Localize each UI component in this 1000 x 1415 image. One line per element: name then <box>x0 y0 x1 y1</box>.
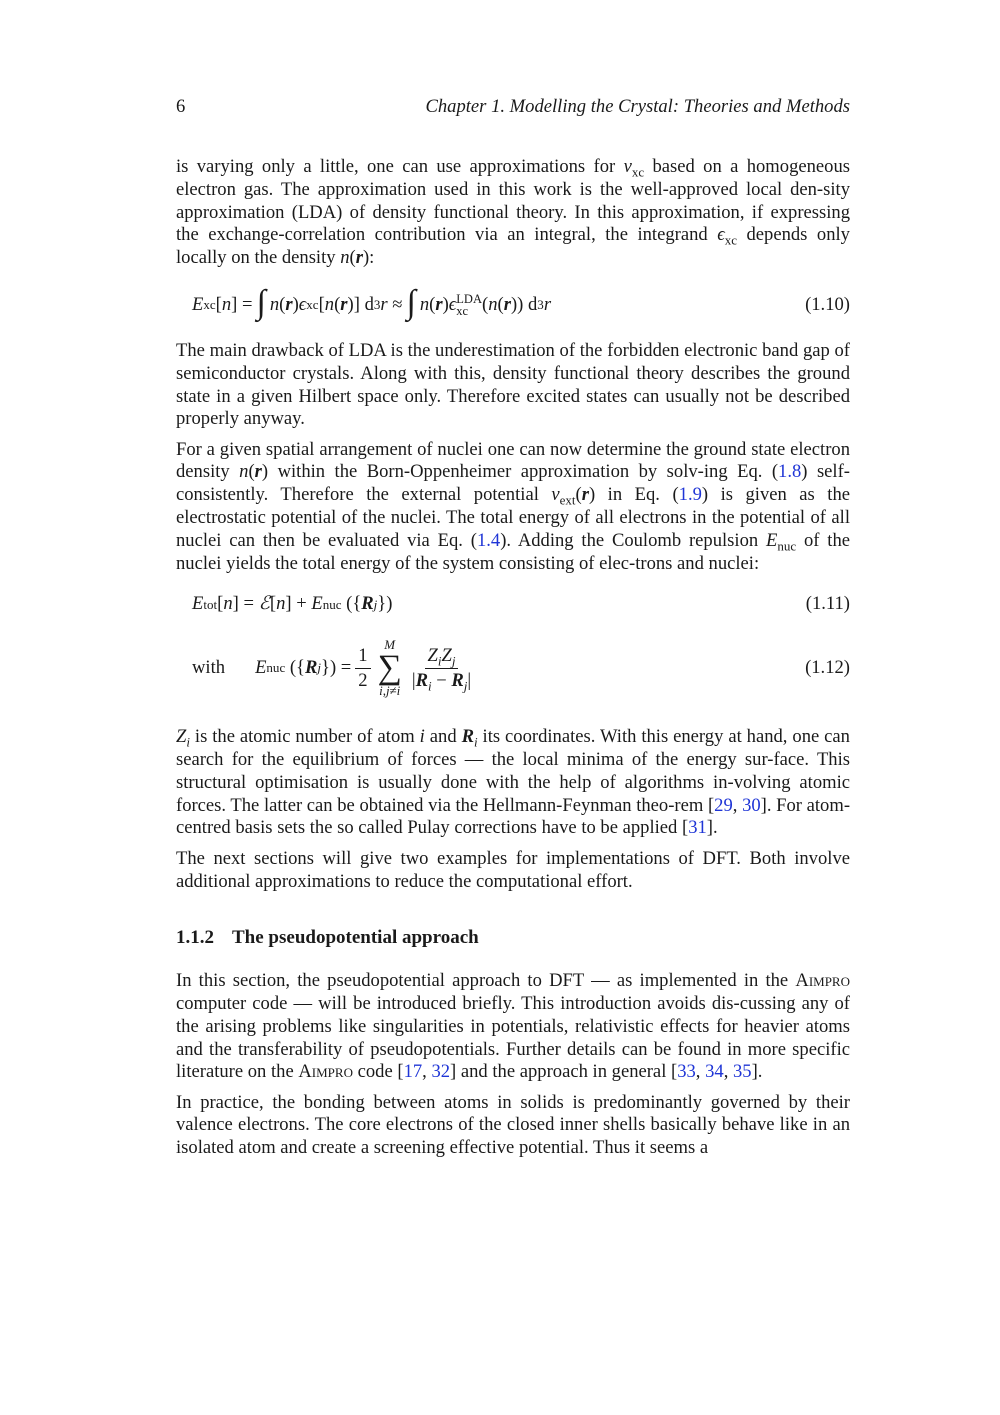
paragraph-1: is varying only a little, one can use approximations for $v_{xc}$ based on a homogeneous electron gas. The approximation used in this work is the well-approved local den-sity approximation (LDA) of density functional theory. In this approximation, if expressing the exchange-correlation contribution via an integral, the integrand $\epsilon_{xc}$ depends only locally on the density n(r): <box>176 156 851 269</box>
equation-number: (1.11) <box>805 593 850 615</box>
cite-35[interactable]: 35 <box>732 1061 752 1083</box>
equation-number: (1.12) <box>805 656 850 678</box>
paragraph-3: For a given spatial arrangement of nuclei one can now determine the ground state electron density n(r) within the Born-Oppenheimer approximation by solv-ing Eq. (1.8) self-consistently. Therefore the external potential $v_{ext}(r)$ in Eq. (1.9) is given as the electrostatic potential of the nuclei. The total energy of all electrons in the potential of all nuclei can then be evaluated via Eq. (1.4). Adding the Coulomb repulsion $E_{nuc}$ of the nuclei yields the total energy of the system consisting of elec-trons and nuclei: <box>176 438 850 574</box>
cite-17[interactable]: 17 <box>403 1061 423 1083</box>
paragraph-4: $Z_i$ is the atomic number of atom i and $R_i$ its coordinates. With this energy at hand, one can search for the equilibrium of forces — the local minima of the energy sur-face. This structural optimisation is usually done with the help of algorithms in-volving atomic forces. The latter can be obtained via the Hellmann-Feynman theo-rem [29, 30]. For atom-centred basis sets the so called Pulay corrections have to be applied [31]. <box>176 726 851 839</box>
paragraph-7: In practice, the bonding between atoms in solids is predominantly governed by their valence electrons. The core electrons of the closed inner shells basically behave like in an isolated atom and create a screening effective potential. Thus it seems a <box>176 1091 850 1159</box>
with-label: with <box>192 656 226 678</box>
chapter-title: Chapter 1. Modelling the Crystal: Theories and Methods <box>425 96 850 117</box>
section-heading: 1.1.2 The pseudopotential approach <box>176 927 479 949</box>
equation-1-10: E xc [ n ] = ∫ n ( r ) ϵ xc [ n ( r )] d 3 r ≈ ∫ n ( r ) ϵ LDA xc ( n ( r )) d 3 r (1.10) <box>192 283 850 321</box>
page-number: 6 <box>176 96 186 117</box>
cite-30[interactable]: 30 <box>742 794 761 816</box>
equation-1-11: E tot [ n ] = ℰ [ n ] + E nuc ({ R j }) (1.11) <box>192 593 850 615</box>
lda-superscript: LDA <box>456 291 482 306</box>
equation-number: (1.10) <box>805 293 850 315</box>
cite-34[interactable]: 34 <box>705 1061 724 1083</box>
cite-29[interactable]: 29 <box>714 794 733 816</box>
equation-1-12: with E nuc ({ R j }) = $\frac{1}{2}$ M ∑ i,j≠i $\frac{Z_iZ_j}{|R_i - R_j|}$ (1.12) <box>192 637 850 699</box>
cite-33[interactable]: 33 <box>677 1061 696 1083</box>
cite-32[interactable]: 32 <box>431 1061 451 1083</box>
eq-ref-1-4[interactable]: 1.4 <box>476 529 501 551</box>
eq-ref-1-8[interactable]: 1.8 <box>778 461 802 483</box>
cite-31[interactable]: 31 <box>688 817 707 839</box>
document-page <box>176 96 850 1168</box>
eq-ref-1-9[interactable]: 1.9 <box>678 484 702 506</box>
paragraph-2: The main drawback of LDA is the underestimation of the forbidden electronic band gap of semiconductor crystals. Along with this, density functional theory describes the ground state in a given Hilbert space only. Therefore excited states can usually not be described properly anyway. <box>176 339 850 430</box>
running-header <box>176 96 850 126</box>
paragraph-5: The next sections will give two examples for implementations of DFT. Both involve additional approximations to reduce the computational effort. <box>176 847 850 892</box>
paragraph-6: In this section, the pseudopotential approach to DFT — as implemented in the Aimpro computer code — will be introduced briefly. This introduction avoids dis-cussing any of the arising problems like singularities in potentials, relativistic effects for heavier atoms and the transferability of pseudopotentials. Further details can be found in more specific literature on the Aimpro code [17, 32] and the approach in general [33, 34, 35]. <box>176 970 850 1083</box>
